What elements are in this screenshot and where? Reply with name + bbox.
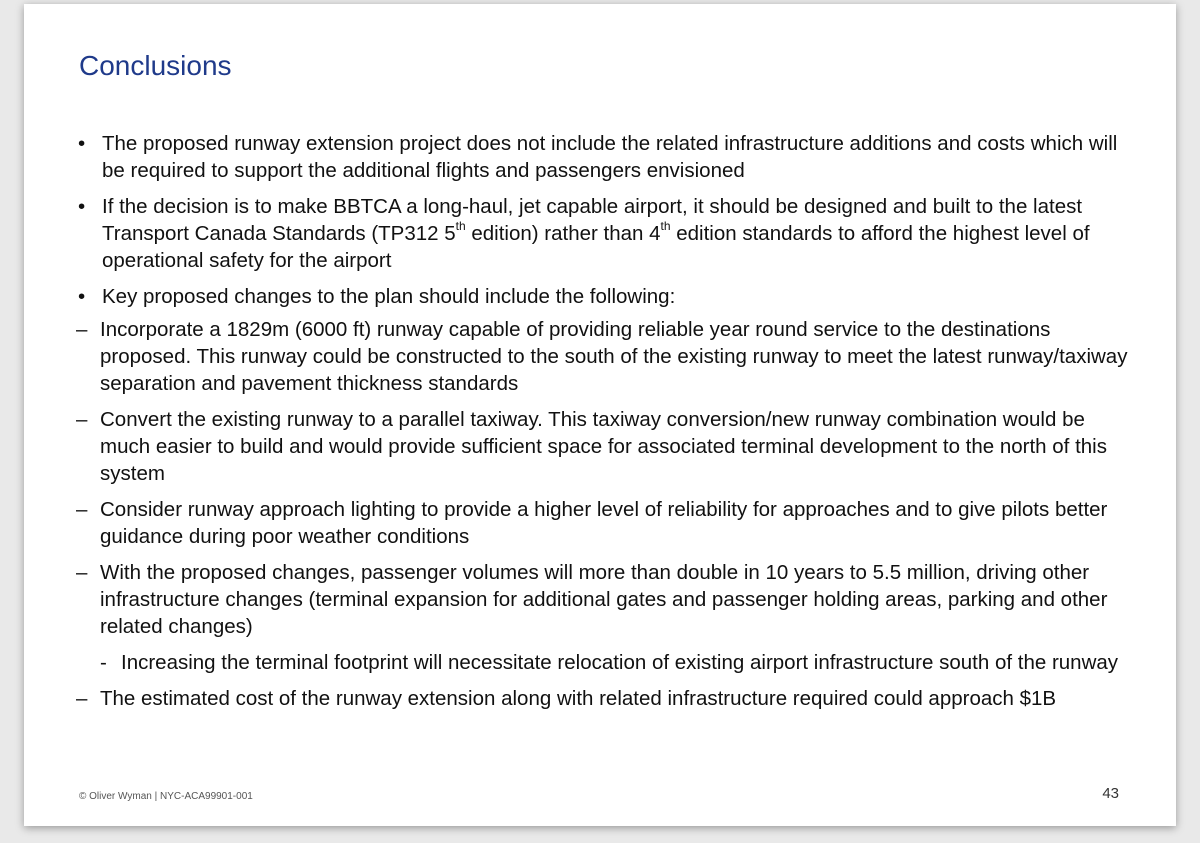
sub-bullet-text: Incorporate a 1829m (6000 ft) runway capable of providing reliable year round service to the destinations proposed. This runway could be constructed to the south of the existing runway to meet the latest runway/taxiway separation and pavement thickness standards (100, 318, 1128, 395)
sub-bullet-text: The estimated cost of the runway extension along with related infrastructure required could approach $1B (100, 687, 1057, 710)
bullet-text-part: edition) rather than 4 (465, 222, 661, 245)
bullet-item (76, 130, 1136, 184)
sub-sub-bullet-marker: - (100, 651, 107, 674)
sub-bullet-text: Consider runway approach lighting to provide a higher level of reliability for approaches and to give pilots better guidance during poor weather conditions (100, 498, 1108, 548)
sub-bullet-marker: – (76, 687, 88, 710)
bullet-item (76, 283, 1136, 310)
bullet-text (102, 193, 1136, 274)
superscript: th (455, 219, 466, 234)
bullet-item (76, 193, 1136, 274)
sub-bullet-marker: – (76, 498, 88, 521)
bullet-marker: • (78, 132, 86, 155)
bullet-text: The proposed runway extension project does not include the related infrastructure additions and costs which will be required to support the additional flights and passengers envisioned (102, 132, 1118, 182)
footer-copyright: © Oliver Wyman | NYC-ACA99901-001 (79, 791, 253, 802)
sub-bullet-marker: – (76, 408, 88, 431)
sub-sub-bullet-text: Increasing the terminal footprint will necessitate relocation of existing airport infrastructure south of the runway (121, 651, 1119, 674)
sub-bullet-text: Convert the existing runway to a parallel taxiway. This taxiway conversion/new runway combination would be much easier to build and would provide sufficient space for associated terminal development to the north of this system (100, 408, 1107, 485)
bullet-marker: • (78, 285, 86, 308)
bullet-text: Key proposed changes to the plan should include the following: (102, 285, 676, 308)
page-number: 43 (1102, 785, 1119, 802)
bullet-text-part: If the decision is to make BBTCA a long-haul, jet capable airport, it should be designed and built to the latest Transport Canada Standards (TP312 5 (102, 195, 1083, 245)
sub-bullet-marker: – (76, 561, 88, 584)
sub-bullet-marker: – (76, 318, 88, 341)
sub-sub-bullet-item (76, 649, 1136, 676)
sub-bullet-item (76, 316, 1136, 397)
sub-bullet-item (76, 559, 1136, 640)
slide-title: Conclusions (79, 50, 232, 81)
sub-bullet-item (76, 496, 1136, 550)
bullet-marker: • (78, 195, 86, 218)
sub-bullet-text: With the proposed changes, passenger volumes will more than double in 10 years to 5.5 million, driving other infrastructure changes (terminal expansion for additional gates and passenger holding areas, parking and other related changes) (100, 561, 1108, 638)
sub-bullet-item (76, 406, 1136, 487)
superscript: th (660, 219, 671, 234)
sub-bullet-item (76, 685, 1136, 712)
slide (24, 4, 1176, 826)
slide-content (76, 130, 1136, 721)
bullet-text-part: edition standards to afford the highest level of operational safety for the airport (102, 222, 1090, 272)
